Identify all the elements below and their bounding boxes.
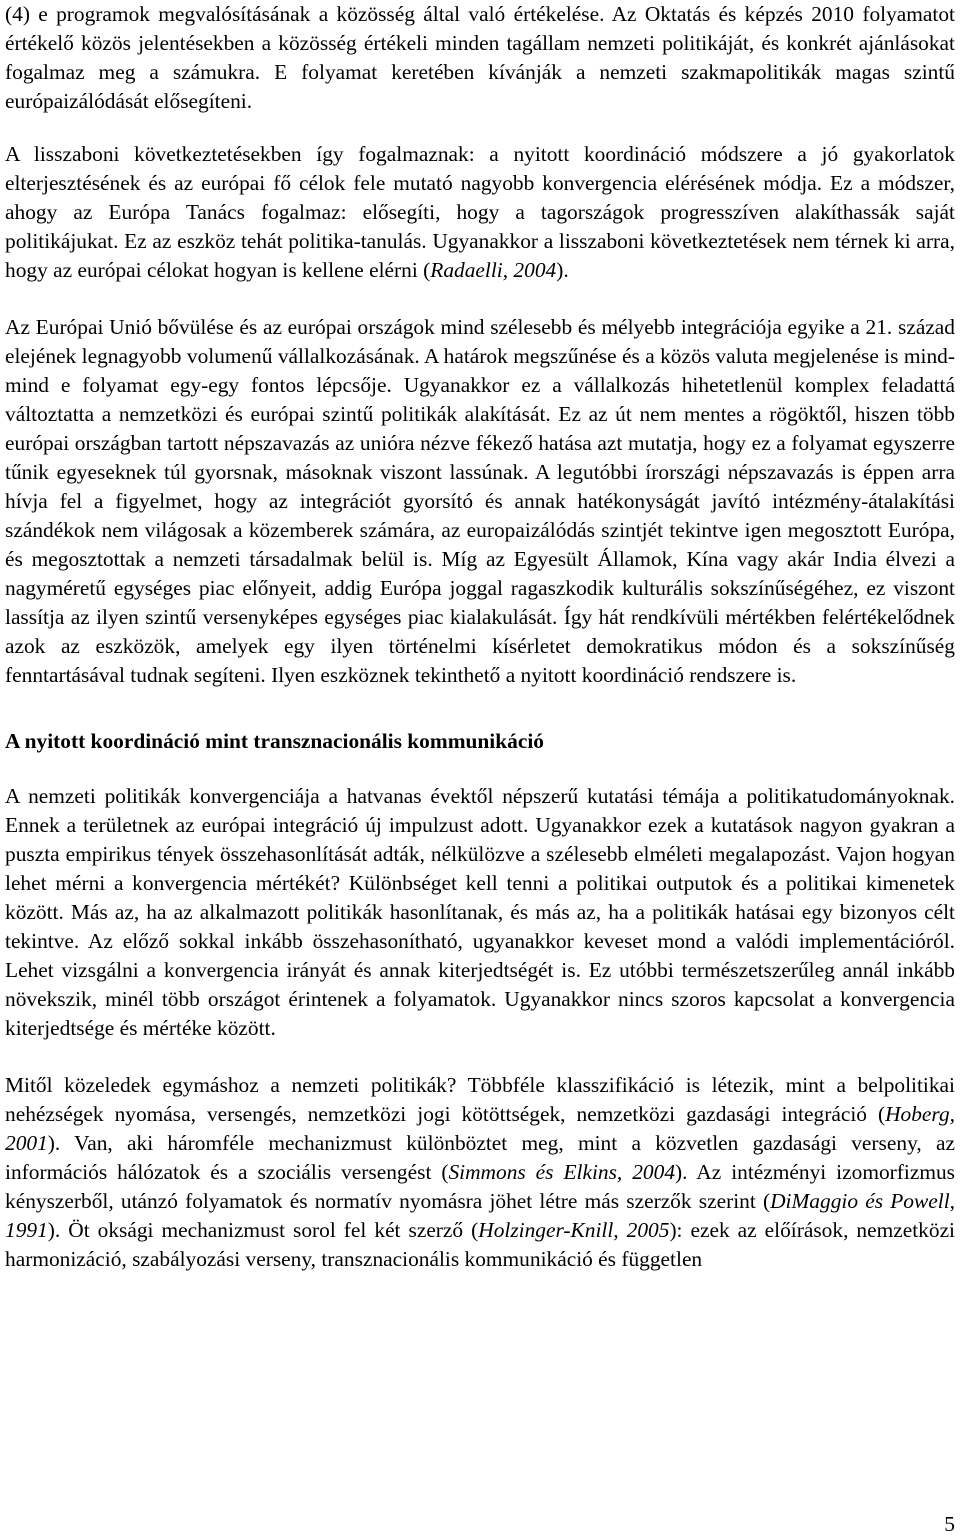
paragraph-text: Mitől közeledek egymáshoz a nemzeti politikák? Többféle klasszifikáció is létezik, mint a belpolitikai nehézségek nyomása, versengés, nemzetközi jogi kötöttségek, nemzetközi gazdasági integráció ( [5, 1073, 955, 1126]
paragraph-text: ). [556, 258, 569, 282]
citation-radaelli: Radaelli, 2004 [430, 258, 557, 282]
page-number: 5 [944, 1512, 955, 1536]
paragraph-text: ): ezek az előírások, nemzetközi harmonizáció, szabályozási verseny, transznacionális kommunikáció és független [5, 1218, 956, 1271]
citation-hoberg: Hoberg, 2001 [5, 1102, 955, 1155]
paragraph-lisszaboni [5, 140, 955, 285]
paragraph-text: A nemzeti politikák konvergenciája a hatvanas évektől népszerű kutatási témája a politikatudományoknak. Ennek a területnek az európai integráció új impulzust adott. Ugyanakkor ezek a kutatások nagyon gyakran a puszta empirikus tények összehasonlítását adták, nélkülözve a szélesebb elméleti megalapozást. Vajon hogyan lehet mérni a konvergencia mértékét? Különbséget kell tenni a politikai outputok és a politikai kimenetek között. Más az, ha az alkalmazott politikák hasonlítanak, és más az, ha a politikák hatásai egy bizonyos célt tekintve. Az előző sokkal inkább összehasonítható, ugyanakkor keveset mond a valódi implementációról. Lehet vizsgálni a konvergencia irányát és annak kiterjedtségét is. Ez utóbbi természetszerűleg annál inkább növekszik, minél több országot érintenek a folyamatok. Ugyanakkor nincs szoros kapcsolat a konvergencia kiterjedtsége és mértéke között. [5, 784, 955, 1040]
paragraph-bovules [5, 313, 955, 690]
paragraph-text: (4) e programok megvalósításának a közösség által való értékelése. Az Oktatás és képzés 2010 folyamatot értékelő közös jelentésekben a közösség értékeli minden tagállam nemzeti politikáját, és konkrét ajánlásokat fogalmaz meg a számukra. E folyamat keretében kívánják a nemzeti szakmapolitikák magas szintű európaizálódását elősegíteni. [5, 2, 955, 113]
document-page [5, 0, 955, 1274]
paragraph-text: A lisszaboni következtetésekben így fogalmaznak: a nyitott koordináció módszere a jó gyakorlatok elterjesztésének és az európai fő célok fele mutató nagyobb konvergencia elérésének módja. Ez a módszer, ahogy az Európa Tanács fogalmaz: elősegíti, hogy a tagországok progresszíven alakíthassák saját politikájukat. Ez az eszköz tehát politika-tanulás. Ugyanakkor a lisszaboni következtetések nem térnek ki arra, hogy az európai célokat hogyan is kellene elérni ( [5, 142, 955, 282]
paragraph-mechanizmusok [5, 1071, 955, 1274]
citation-holzinger-knill: Holzinger-Knill, 2005 [478, 1218, 670, 1242]
paragraph-konvergencia [5, 782, 955, 1043]
paragraph-text: Az Európai Unió bővülése és az európai országok mind szélesebb és mélyebb integrációja egyike a 21. század elejének legnagyobb volumenű vállalkozásának. A határok megszűnése és a közös valuta megjelenése is mind-mind e folyamat egy-egy fontos lépcsője. Ugyanakkor ez a vállalkozás hihetetlenül komplex feladattá változtatta a nemzetközi és európai szintű politikák alakítását. Ez az út nem mentes a rögöktől, hiszen több európai országban tartott népszavazás az unióra nézve fékező hatása azt mutatja, hogy ez a folyamat egyszerre tűnik egyeseknek túl gyorsnak, másoknak viszont lassúnak. A legutóbbi írországi népszavazás is éppen arra hívja fel a figyelmet, hogy az integrációt gyorsító és annak hatékonyságát javító intézmény-átalakítási szándékok nem világosak a közemberek számára, az europaizálódás szintjét tekintve igen megosztott Európa, és megosztottak a nemzeti társadalmak belül is. Míg az Egyesült Államok, Kína vagy akár India élvezi a nagyméretű egységes piac előnyeit, addig Európa joggal ragaszkodik kulturális sokszínűségéhez, ez viszont lassítja az ilyen szintű versenyképes egységes piac kialakulását. Így hát rendkívüli mértékben felértékelődnek azok az eszközök, amelyek egy ilyen történelmi kísérletet demokratikus módon és a sokszínűség fenntartásával tudnak segíteni. Ilyen eszköznek tekinthető a nyitott koordináció rendszere is. [5, 315, 955, 687]
paragraph-text: ). Van, aki háromféle mechanizmust különböztet meg, mint a közvetlen gazdasági verseny, az információs hálózatok és a szociális versengést ( [5, 1131, 955, 1184]
citation-dimaggio-powell: DiMaggio és Powell, 1991 [5, 1189, 955, 1242]
paragraph-text: ). Öt oksági mechanizmust sorol fel két szerző ( [47, 1218, 479, 1242]
citation-simmons-elkins: Simmons és Elkins, 2004 [448, 1160, 676, 1184]
paragraph-text: ). Az intézményi izomorfizmus kényszerből, utánzó folyamatok és normatív nyomásra jöhet létre más szerzők szerint ( [5, 1160, 955, 1213]
section-heading: A nyitott koordináció mint transznacionális kommunikáció [5, 729, 544, 753]
paragraph-programok [5, 0, 955, 116]
